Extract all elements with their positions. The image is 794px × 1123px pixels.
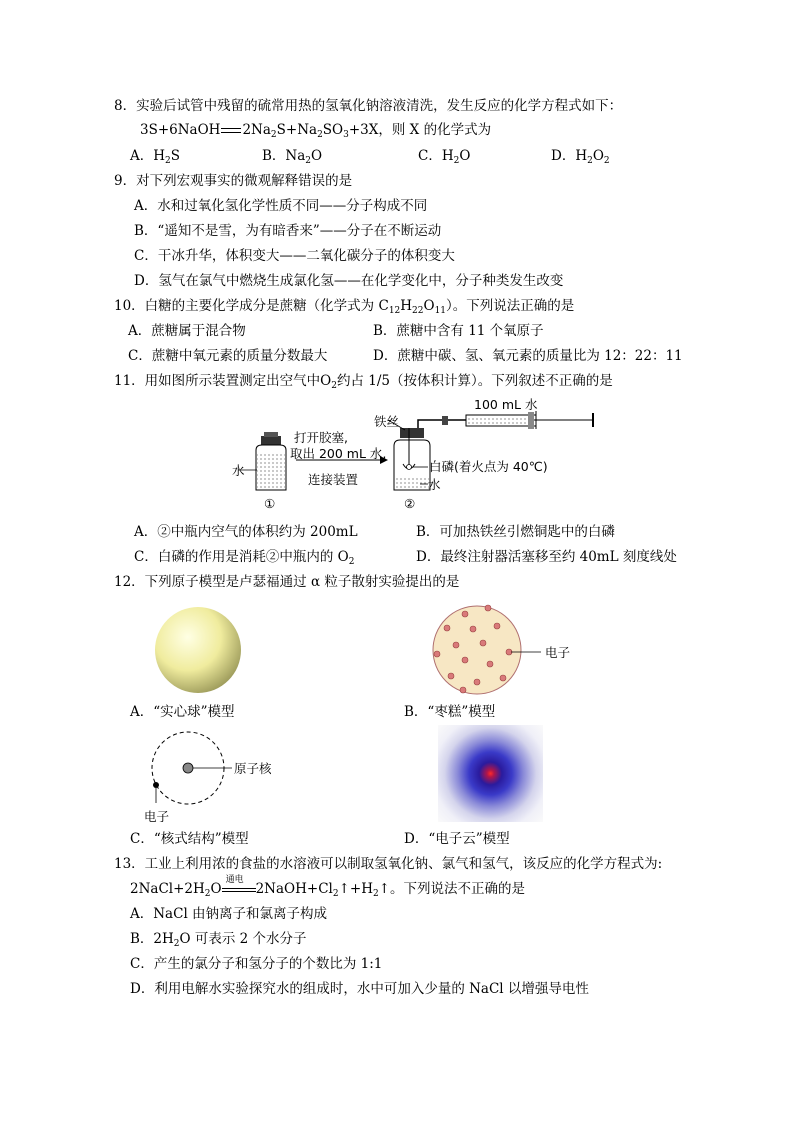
- q12-stem: 12．下列原子模型是卢瑟福通过 α 粒子散射实验提出的是: [114, 574, 460, 590]
- q10-option-d: D．蔗糖中碳、氢、氧元素的质量比为 12：22：11: [373, 348, 683, 364]
- syringe: [466, 411, 593, 429]
- q9-option-a: A．水和过氧化氢化学性质不同——分子构成不同: [134, 198, 428, 214]
- q11-option-b: B．可加热铁丝引燃铜匙中的白磷: [416, 524, 615, 540]
- q10-option-c: C．蔗糖中氧元素的质量分数最大: [128, 348, 328, 364]
- q13-option-b: B．$2H_2O$ 可表示 2 个水分子: [130, 931, 307, 949]
- fig-water1-label: 水: [232, 463, 245, 478]
- q9-option-c: C．干冰升华，体积变大——二氧化碳分子的体积变大: [134, 248, 455, 264]
- q11-option-c: C．白磷的作用是消耗②中瓶内的 $O_2$: [134, 549, 355, 567]
- q8-option-c: C．$H_2O$: [418, 148, 471, 166]
- q8-option-d: D．$H_2O_2$: [551, 148, 610, 166]
- electron-cloud-model: [438, 725, 543, 822]
- q10-option-a: A．蔗糖属于混合物: [128, 323, 246, 339]
- q9-stem: 9．对下列宏观事实的微观解释错误的是: [114, 173, 353, 189]
- nucleus-label: 原子核: [234, 761, 272, 776]
- q8-option-b: B．$Na_2O$: [262, 148, 323, 166]
- solid-ball-model: [150, 602, 250, 702]
- q11-option-d: D．最终注射器活塞移至约 40mL 刻度线处: [416, 549, 677, 565]
- q13-stem: 13．工业上利用浓的食盐的水溶液可以制取氢氧化钠、氯气和氢气，该反应的化学方程式为:: [114, 856, 663, 872]
- electron-label-b: 电子: [545, 645, 571, 660]
- nuclear-model: [140, 728, 300, 828]
- fig-wire-label: 铁丝: [374, 414, 400, 429]
- q12-option-a: A．“实心球”模型: [130, 704, 235, 720]
- q11-option-a: A．②中瓶内空气的体积约为 200mL: [134, 524, 358, 540]
- eq-condition: 通电: [225, 874, 244, 885]
- q8-option-a: A．$H_2S$: [130, 148, 181, 166]
- apparatus-figure: [228, 398, 608, 513]
- plum-pudding-model: [425, 600, 605, 700]
- fig-step2: 取出 200 mL 水,: [290, 446, 387, 461]
- electron-label-c: 电子: [144, 809, 170, 824]
- q8-stem: 8．实验后试管中残留的硫常用热的氢氧化钠溶液清洗，发生反应的化学方程式如下：: [114, 98, 623, 114]
- fig-syringe-label: 100 mL 水: [474, 398, 538, 412]
- q11-stem: 11．用如图所示装置测定出空气中$O_2$约占 1/5（按体积计算）。下列叙述不正确的是: [114, 373, 613, 391]
- q13-option-d: D．利用电解水实验探究水的组成时，水中可加入少量的 NaCl 以增强导电性: [130, 981, 589, 997]
- q13-option-a: A．NaCl 由钠离子和氯离子构成: [130, 906, 328, 922]
- q9-option-b: B．“遥知不是雪，为有暗香来”——分子在不断运动: [134, 223, 442, 239]
- q12-option-b: B．“枣糕”模型: [404, 704, 496, 720]
- fig-water2-label: 水: [428, 477, 441, 492]
- q13-equation: $2NaCl+2H_2O$ 通电 $2NaOH+Cl_2↑+H_2↑$。下列说法不正确的是: [130, 874, 526, 899]
- fig-step3: 连接装置: [308, 472, 359, 487]
- q9-option-d: D．氢气在氯气中燃烧生成氯化氢——在化学变化中，分子种类发生改变: [134, 273, 564, 289]
- q12-option-c: C．“核式结构”模型: [130, 831, 249, 847]
- q10-option-b: B．蔗糖中含有 11 个氧原子: [373, 323, 544, 339]
- q10-stem: 10．白糖的主要化学成分是蔗糖（化学式为 $C_{12}H_{22}O_{11}$）。下列说法正确的是: [114, 298, 575, 316]
- q8-equation: 3S+6NaOH $2Na_2S+Na_2SO_3+3X$，则 X 的化学式为: [140, 122, 492, 140]
- fig-step1: 打开胶塞,: [294, 430, 348, 445]
- fig-phos-label: 白磷(着火点为 40℃): [429, 459, 548, 474]
- fig-num-2: ②: [404, 496, 416, 511]
- q13-option-c: C．产生的氯分子和氢分子的个数比为 1:1: [130, 956, 383, 972]
- nucleus: [183, 763, 193, 773]
- bottle-1: [256, 432, 286, 490]
- q12-option-d: D．“电子云”模型: [404, 831, 510, 847]
- clamp: [442, 416, 448, 425]
- electron-dot: [153, 782, 159, 788]
- fig-num-1: ①: [264, 496, 276, 511]
